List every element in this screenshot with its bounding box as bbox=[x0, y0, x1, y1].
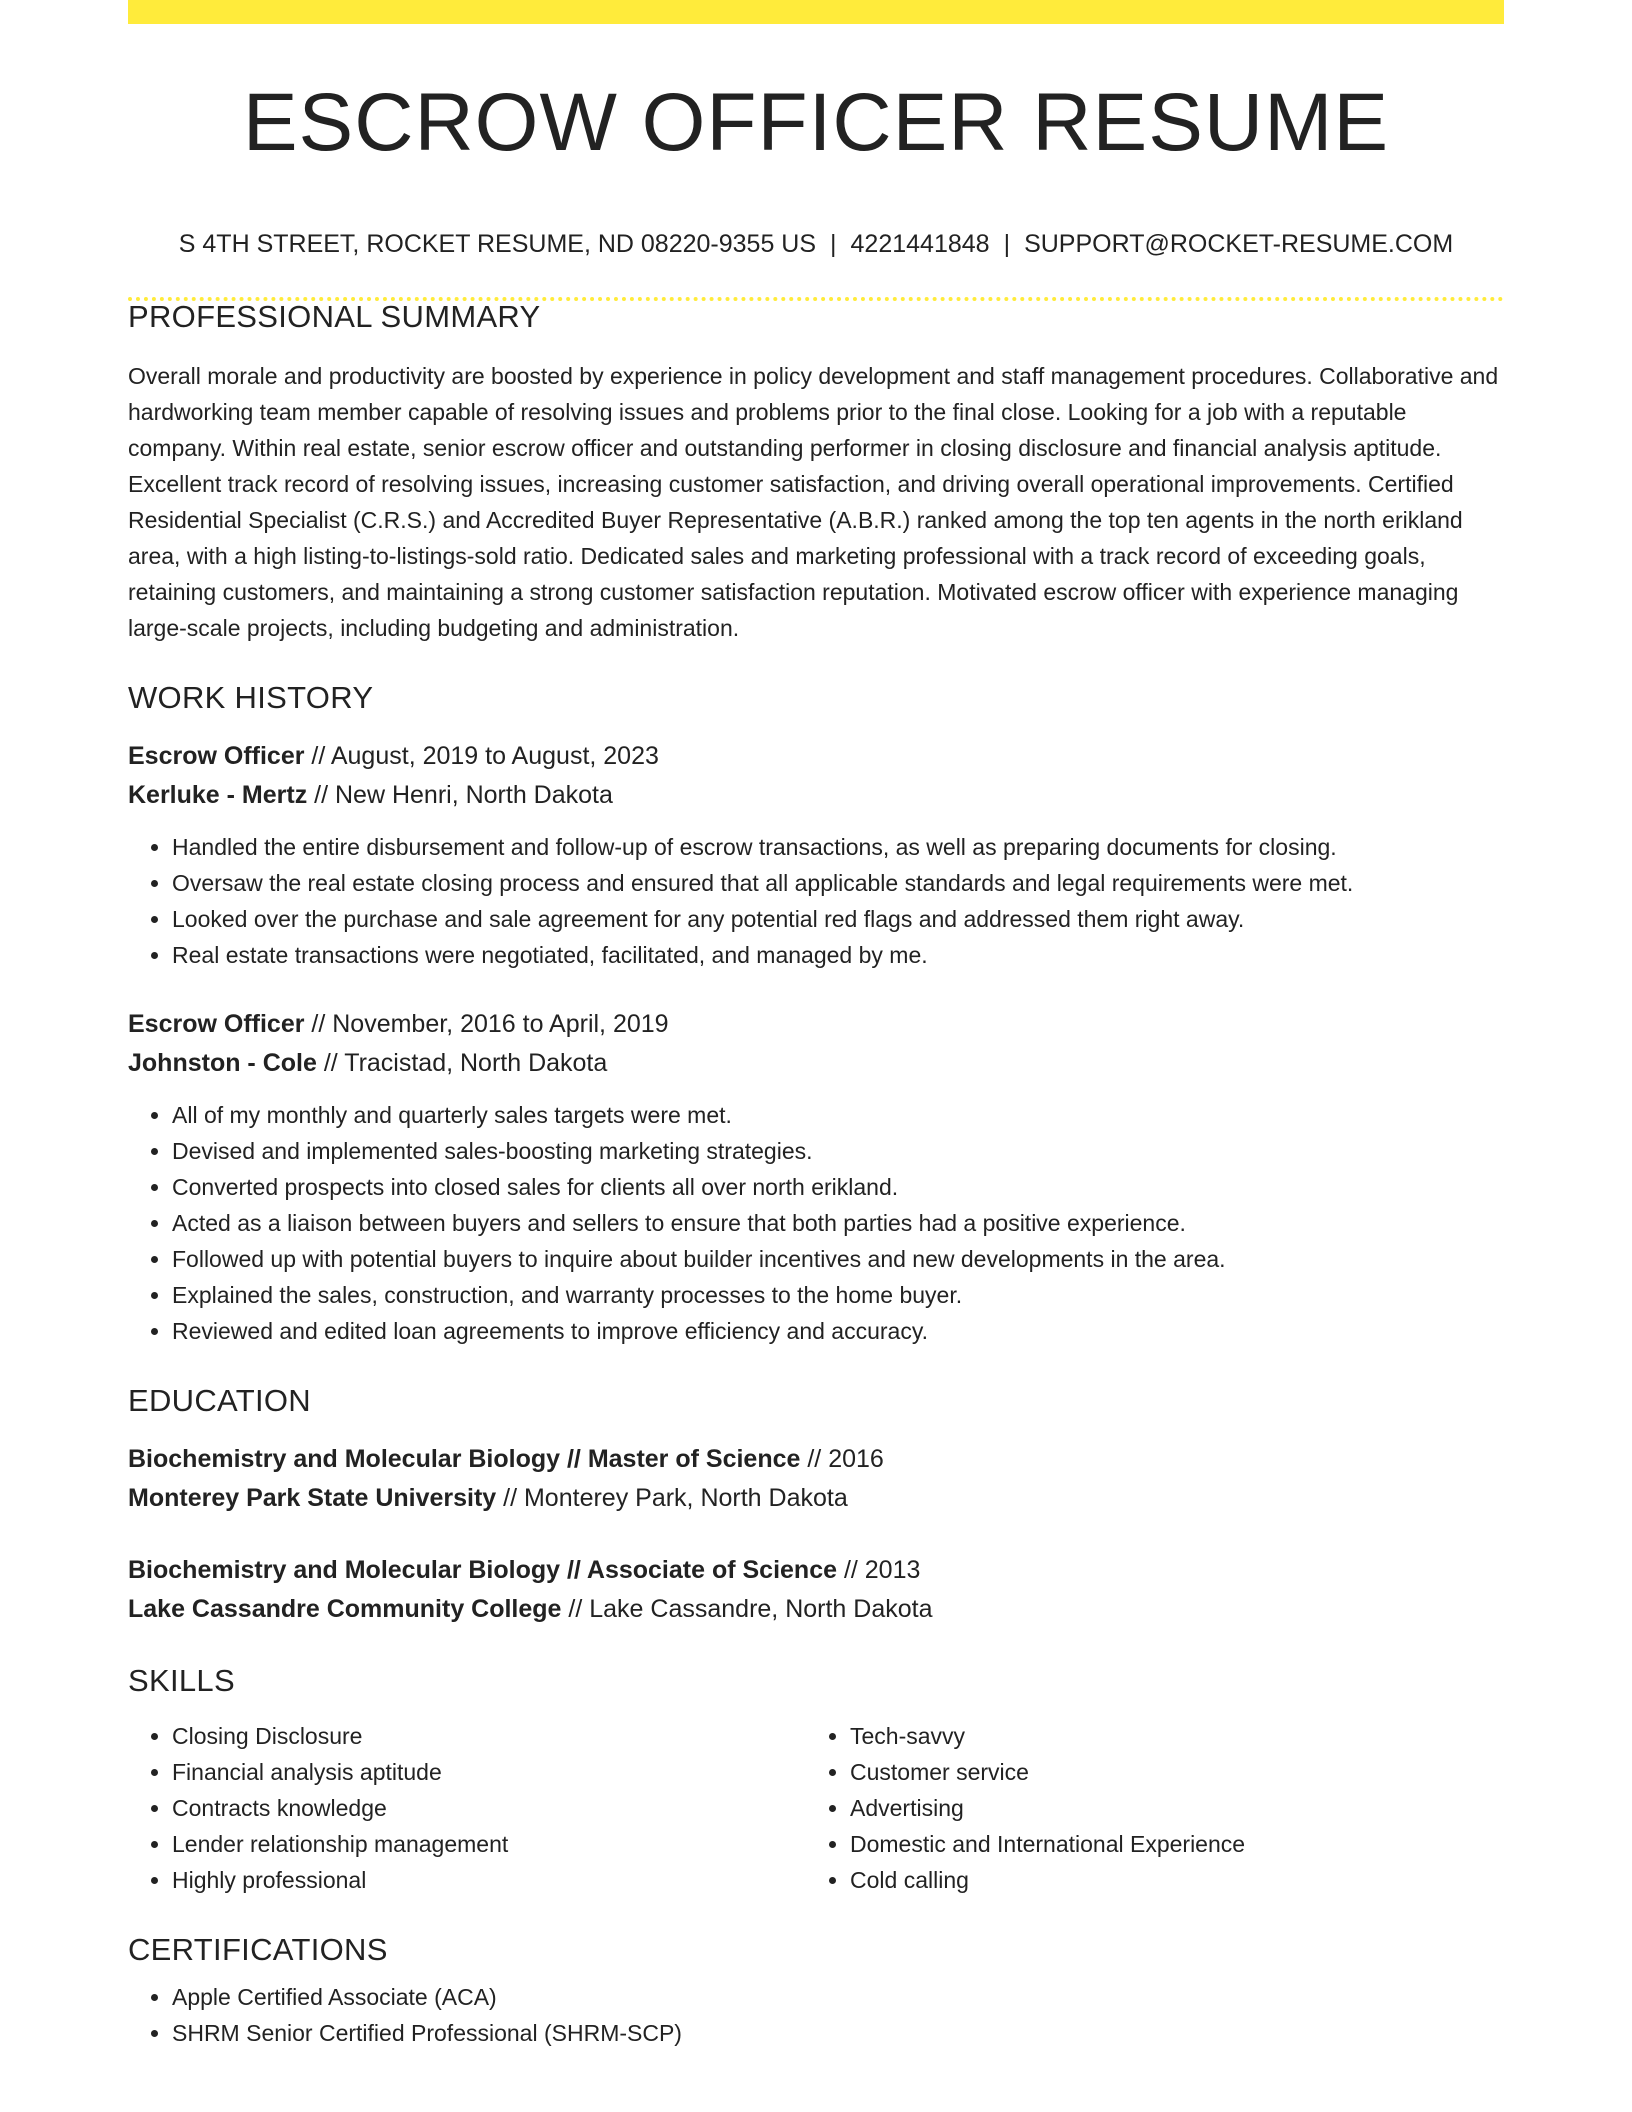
school-line bbox=[128, 1590, 1504, 1629]
list-item: • Oversaw the real estate closing process and ensured that all applicable standards and legal requirements were met. bbox=[172, 865, 1504, 901]
list-item: • Followed up with potential buyers to inquire about builder incentives and new developments in the area. bbox=[172, 1241, 1504, 1277]
skill-item: • Contracts knowledge bbox=[172, 1790, 806, 1826]
contact-separator: | bbox=[830, 230, 837, 258]
accent-bar bbox=[128, 0, 1504, 24]
school: Lake Cassandre Community College bbox=[128, 1595, 562, 1623]
job-title-line bbox=[128, 737, 1504, 776]
job-dates: // November, 2016 to April, 2019 bbox=[304, 1010, 669, 1038]
degree: Biochemistry and Molecular Biology // Associate of Science bbox=[128, 1556, 837, 1584]
certification-item: • Apple Certified Associate (ACA) bbox=[172, 1979, 1504, 2015]
contact-separator: | bbox=[1003, 230, 1011, 258]
list-item: • All of my monthly and quarterly sales targets were met. bbox=[172, 1097, 1504, 1133]
skills-list-left bbox=[128, 1718, 806, 1898]
email: SUPPORT@ROCKET-RESUME.COM bbox=[1024, 230, 1454, 258]
certification-item: • SHRM Senior Certified Professional (SHRM-SCP) bbox=[172, 2015, 1504, 2051]
contact-line bbox=[128, 232, 1504, 257]
job-company: Kerluke - Mertz bbox=[128, 781, 308, 809]
phone: 4221441848 bbox=[850, 230, 990, 258]
job-entry bbox=[128, 737, 1504, 973]
certifications-list bbox=[128, 1979, 1504, 2051]
list-item: • Devised and implemented sales-boosting marketing strategies. bbox=[172, 1133, 1504, 1169]
school-line bbox=[128, 1479, 1504, 1518]
address: S 4TH STREET, ROCKET RESUME, ND 08220-9355 US bbox=[178, 230, 817, 258]
skill-item: • Advertising bbox=[850, 1790, 1484, 1826]
skills-list-right bbox=[806, 1718, 1484, 1898]
summary-heading: PROFESSIONAL SUMMARY bbox=[128, 299, 541, 334]
job-location: // New Henri, North Dakota bbox=[307, 781, 613, 809]
list-item: • Looked over the purchase and sale agreement for any potential red flags and addressed them right away. bbox=[172, 901, 1504, 937]
work-history-heading: WORK HISTORY bbox=[128, 680, 374, 715]
school: Monterey Park State University bbox=[128, 1484, 497, 1512]
list-item: • Acted as a liaison between buyers and sellers to ensure that both parties had a positive experience. bbox=[172, 1205, 1504, 1241]
job-title: Escrow Officer bbox=[128, 1010, 305, 1038]
school-location: // Monterey Park, North Dakota bbox=[496, 1484, 848, 1512]
resume-page bbox=[128, 0, 1504, 2051]
job-entry bbox=[128, 1005, 1504, 1349]
skills-heading: SKILLS bbox=[128, 1663, 235, 1698]
job-company-line bbox=[128, 1044, 1504, 1083]
list-item: • Explained the sales, construction, and warranty processes to the home buyer. bbox=[172, 1277, 1504, 1313]
skill-item: • Customer service bbox=[850, 1754, 1484, 1790]
list-item: • Real estate transactions were negotiated, facilitated, and managed by me. bbox=[172, 937, 1504, 973]
skill-item: • Domestic and International Experience bbox=[850, 1826, 1484, 1862]
resume-title: ESCROW OFFICER RESUME bbox=[242, 77, 1390, 168]
job-dates: // August, 2019 to August, 2023 bbox=[304, 742, 659, 770]
list-item: • Handled the entire disbursement and follow-up of escrow transactions, as well as preparing documents for closing. bbox=[172, 829, 1504, 865]
degree-line bbox=[128, 1440, 1504, 1479]
skill-item: • Cold calling bbox=[850, 1862, 1484, 1898]
job-duties-list bbox=[128, 1097, 1504, 1349]
skill-item: • Tech-savvy bbox=[850, 1718, 1484, 1754]
education-entry bbox=[128, 1440, 1504, 1518]
summary-text: Overall morale and productivity are boosted by experience in policy development and staff management procedures. Collaborative and hardworking team member capable of resolving issues and problems prior to the final close. Looking for a job with a reputable company. Within real estate, senior escrow officer and outstanding performer in closing disclosure and financial analysis aptitude. Excellent track record of resolving issues, increasing customer satisfaction, and driving overall operational improvements. Certified Residential Specialist (C.R.S.) and Accredited Buyer Representative (A.B.R.) ranked among the top ten agents in the north erikland area, with a high listing-to-listings-sold ratio. Dedicated sales and marketing professional with a track record of exceeding goals, retaining customers, and maintaining a strong customer satisfaction reputation. Motivated escrow officer with experience managing large-scale projects, including budgeting and administration. bbox=[128, 363, 1499, 641]
degree-line bbox=[128, 1551, 1504, 1590]
list-item: • Converted prospects into closed sales for clients all over north erikland. bbox=[172, 1169, 1504, 1205]
degree: Biochemistry and Molecular Biology // Master of Science bbox=[128, 1445, 801, 1473]
graduation-year: // 2016 bbox=[800, 1445, 884, 1473]
job-company-line bbox=[128, 776, 1504, 815]
job-duties-list bbox=[128, 829, 1504, 973]
skill-item: • Financial analysis aptitude bbox=[172, 1754, 806, 1790]
skills-grid bbox=[128, 1718, 1504, 1898]
job-title: Escrow Officer bbox=[128, 742, 305, 770]
list-item: • Reviewed and edited loan agreements to improve efficiency and accuracy. bbox=[172, 1313, 1504, 1349]
education-entry bbox=[128, 1551, 1504, 1629]
graduation-year: // 2013 bbox=[837, 1556, 921, 1584]
education-heading: EDUCATION bbox=[128, 1383, 311, 1418]
skill-item: • Highly professional bbox=[172, 1862, 806, 1898]
job-company: Johnston - Cole bbox=[128, 1049, 317, 1077]
job-location: // Tracistad, North Dakota bbox=[316, 1049, 608, 1077]
certifications-heading: CERTIFICATIONS bbox=[128, 1932, 388, 1967]
skill-item: • Lender relationship management bbox=[172, 1826, 806, 1862]
school-location: // Lake Cassandre, North Dakota bbox=[561, 1595, 933, 1623]
job-title-line bbox=[128, 1005, 1504, 1044]
skill-item: • Closing Disclosure bbox=[172, 1718, 806, 1754]
